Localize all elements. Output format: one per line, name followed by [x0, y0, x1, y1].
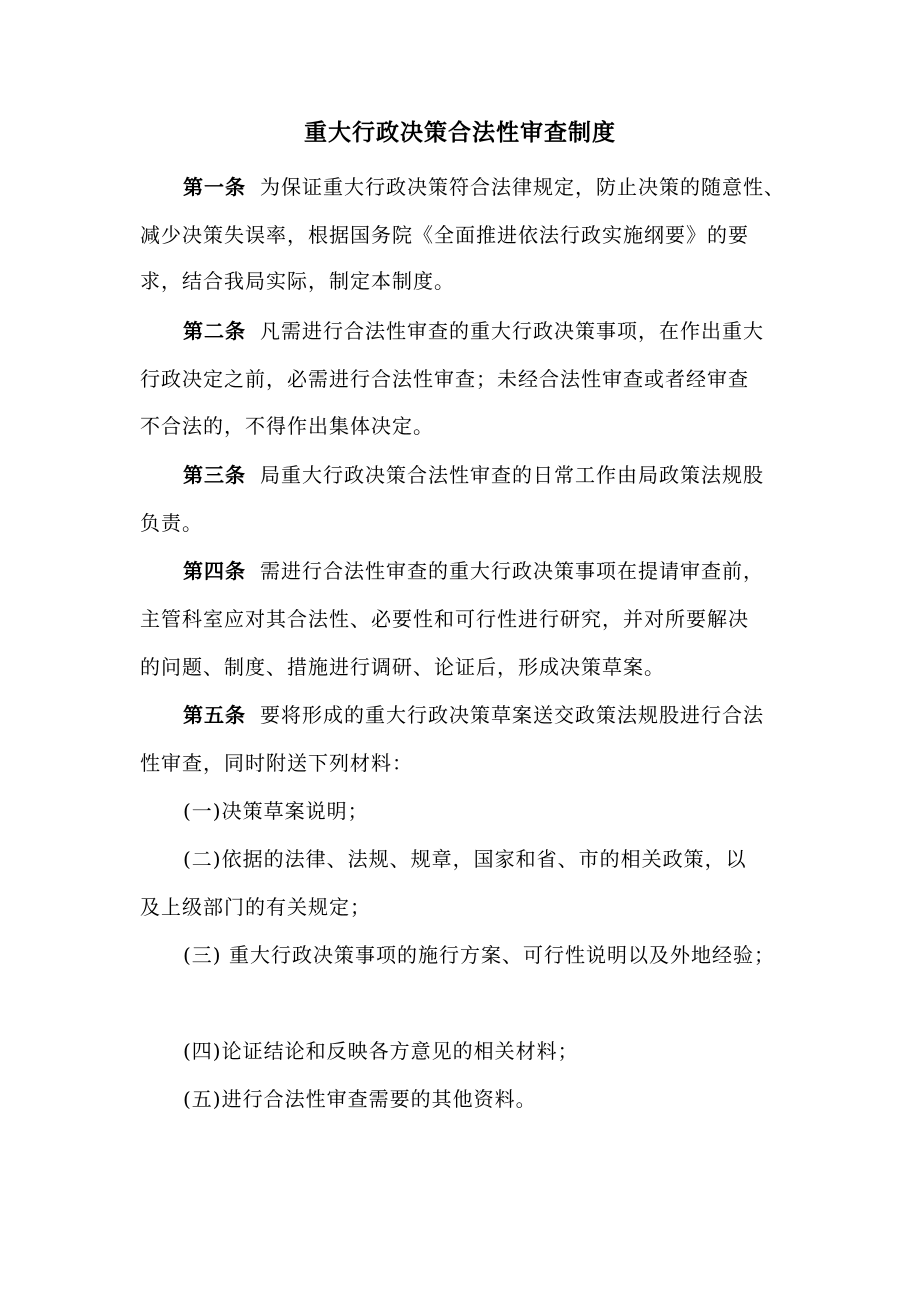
- article-1-line-3: 求，结合我局实际，制定本制度。: [140, 269, 455, 293]
- article-1-line-1: [183, 172, 785, 202]
- article-4-label: 第四条: [183, 559, 246, 583]
- article-1-label: 第一条: [183, 175, 246, 199]
- document-title: 重大行政决策合法性审查制度: [304, 119, 616, 146]
- article-2-text-1: 凡需进行合法性审查的重大行政决策事项，在作出重大: [260, 319, 764, 343]
- article-3-line-2: 负责。: [140, 511, 203, 535]
- item-4-line-1: (四)论证结论和反映各方意见的相关材料；: [183, 1039, 579, 1063]
- item-2-line-1: (二)依据的法律、法规、规章，国家和省、市的相关政策，以: [183, 847, 747, 871]
- item-2-line-2: 及上级部门的有关规定；: [140, 895, 371, 919]
- item-1-line-1: (一)决策草案说明；: [183, 799, 369, 823]
- article-3-line-1: [183, 460, 764, 490]
- article-4-line-2: 主管科室应对其合法性、必要性和可行性进行研究，并对所要解决: [140, 607, 749, 631]
- article-2-line-1: [183, 316, 764, 346]
- article-5-text-1: 要将形成的重大行政决策草案送交政策法规股进行合法: [260, 703, 764, 727]
- article-1-line-2: 减少决策失误率，根据国务院《全面推进依法行政实施纲要》的要: [140, 223, 749, 247]
- item-5-line-1: (五)进行合法性审查需要的其他资料。: [183, 1087, 537, 1111]
- article-5-line-2: 性审查，同时附送下列材料：: [140, 751, 413, 775]
- article-3-label: 第三条: [183, 463, 246, 487]
- article-2-line-2: 行政决定之前，必需进行合法性审查；未经合法性审查或者经审查: [140, 367, 749, 391]
- article-4-text-1: 需进行合法性审查的重大行政决策事项在提请审查前，: [260, 559, 764, 583]
- article-4-line-3: 的问题、制度、措施进行调研、论证后，形成决策草案。: [140, 655, 665, 679]
- article-5-label: 第五条: [183, 703, 246, 727]
- article-1-text-1: 为保证重大行政决策符合法律规定，防止决策的随意性、: [260, 175, 785, 199]
- item-3-line-1: (三) 重大行政决策事项的施行方案、可行性说明以及外地经验；: [183, 943, 775, 967]
- article-3-text-1: 局重大行政决策合法性审查的日常工作由局政策法规股: [260, 463, 764, 487]
- article-2-label: 第二条: [183, 319, 246, 343]
- article-5-line-1: [183, 700, 764, 730]
- article-4-line-1: [183, 556, 764, 586]
- article-2-line-3: 不合法的，不得作出集体决定。: [140, 414, 434, 438]
